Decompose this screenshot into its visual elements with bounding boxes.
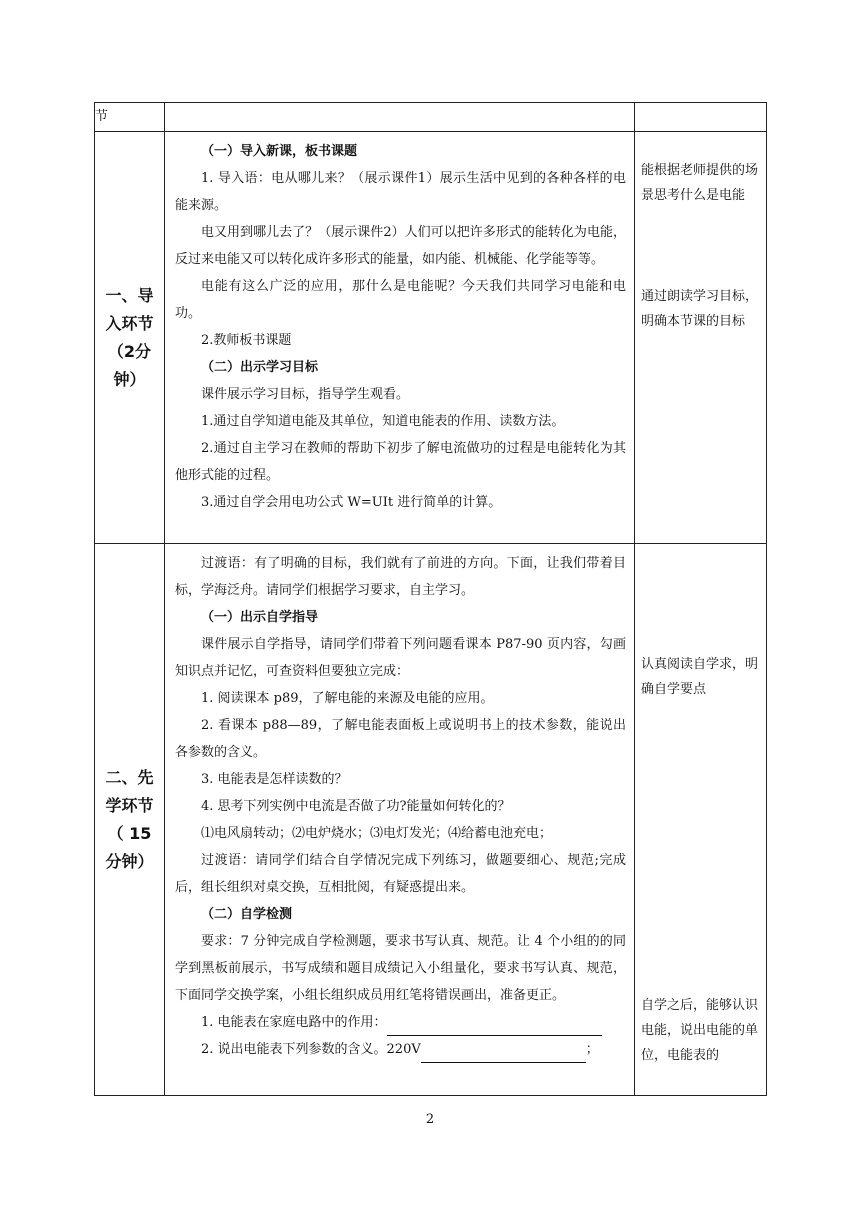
note-cell-intro (635, 132, 767, 544)
paragraph: 2.通过自主学习在教师的帮助下初步了解电流做功的过程是电能转化为其他形式能的过程。 (175, 441, 626, 483)
stage-cell-prestudy (95, 544, 165, 1096)
paragraph: 课件展示学习目标，指导学生观看。 (201, 387, 410, 402)
section-heading: （一）出示自学指导 (201, 610, 319, 625)
stage-cell-continued: 节 (95, 103, 165, 132)
section-heading: （二）自学检测 (201, 907, 293, 922)
paragraph: 2. 说出电能表下列参数的含义。220V ； (175, 1036, 626, 1063)
answer-blank (421, 1046, 586, 1063)
content-cell-intro (165, 132, 635, 544)
note-text-b: 通过朗读学习目标，明确本节课的目标 (641, 289, 759, 329)
note-text-a: 能根据老师提供的场景思考什么是电能 (641, 163, 759, 203)
paragraph: 4. 思考下列实例中电流是否做了功?能量如何转化的？ (201, 799, 511, 814)
table-row (95, 544, 767, 1096)
paragraph: 电又用到哪儿去了？（展示课件2）人们可以把许多形式的能转化为电能，反过来电能又可以转化成许多形式的能量，如内能、机械能、化学能等等。 (175, 225, 626, 267)
content-cell-empty (165, 103, 635, 132)
table-row (95, 103, 767, 132)
section-heading: （一）导入新课，板书课题 (201, 144, 358, 159)
paragraph: 2. 看课本 p88—89，了解电能表面板上或说明书上的技术参数，能说出各参数的含义。 (175, 718, 626, 760)
paragraph: 3. 电能表是怎样读数的？ (201, 772, 348, 787)
note-text-b: 自学之后，能够认识电能，说出电能的单位，电能表的 (641, 998, 759, 1063)
content-cell-prestudy (165, 544, 635, 1096)
stage-cell-intro (95, 132, 165, 544)
note-cell-prestudy (635, 544, 767, 1096)
section-heading: （二）出示学习目标 (201, 360, 319, 375)
stage-label: 一、导入环节（2分钟） (105, 285, 154, 389)
paragraph: 1. 导入语：电从哪儿来？（展示课件1）展示生活中见到的各种各样的电能来源。 (175, 171, 626, 213)
paragraph: 过渡语：请同学们结合自学情况完成下列练习，做题要细心、规范;完成后，组长组织对桌交换，互相批阅，有疑惑提出来。 (175, 853, 626, 895)
note-text-a: 认真阅读自学求，明确自学要点 (641, 657, 759, 697)
lesson-plan-table (94, 102, 767, 1096)
paragraph: 3.通过自学会用电功公式 W=UIt 进行简单的计算。 (201, 495, 502, 510)
note-cell-empty (635, 103, 767, 132)
paragraph: 1.通过自学知道电能及其单位，知道电能表的作用、读数方法。 (201, 414, 565, 429)
content-block (165, 544, 634, 1069)
paragraph: 1. 电能表在家庭电路中的作用： (175, 1009, 626, 1036)
paragraph: ⑴电风扇转动；⑵电炉烧水；⑶电灯发光；⑷给蓄电池充电； (201, 826, 553, 841)
stage-label: 二、先学环节（ 15 分钟） (105, 767, 154, 871)
paragraph: 电能有这么广泛的应用，那什么是电能呢？今天我们共同学习电能和电功。 (175, 279, 626, 321)
paragraph: 要求：7 分钟完成自学检测题，要求书写认真、规范。让 4 个小组的的同学到黑板前展示，书写成绩和题目成绩记入小组量化，要求书写认真、规范，下面同学交换学案，小组长组织成员用红笔将错误画出，准备更正。 (175, 934, 626, 1003)
answer-blank (387, 1019, 602, 1036)
content-block (165, 132, 634, 522)
paragraph: 2.教师板书课题 (201, 333, 292, 348)
table-row (95, 132, 767, 544)
paragraph: 1. 阅读课本 p89，了解电能的来源及电能的应用。 (201, 691, 494, 706)
page-number: 2 (425, 1112, 435, 1127)
paragraph: 过渡语：有了明确的目标，我们就有了前进的方向。下面，让我们带着目标，学海泛舟。请同学们根据学习要求，自主学习。 (175, 556, 626, 598)
paragraph: 课件展示自学指导，请同学们带着下列问题看课本 P87-90 页内容，勾画知识点并记忆，可查资料但要独立完成： (175, 637, 626, 679)
